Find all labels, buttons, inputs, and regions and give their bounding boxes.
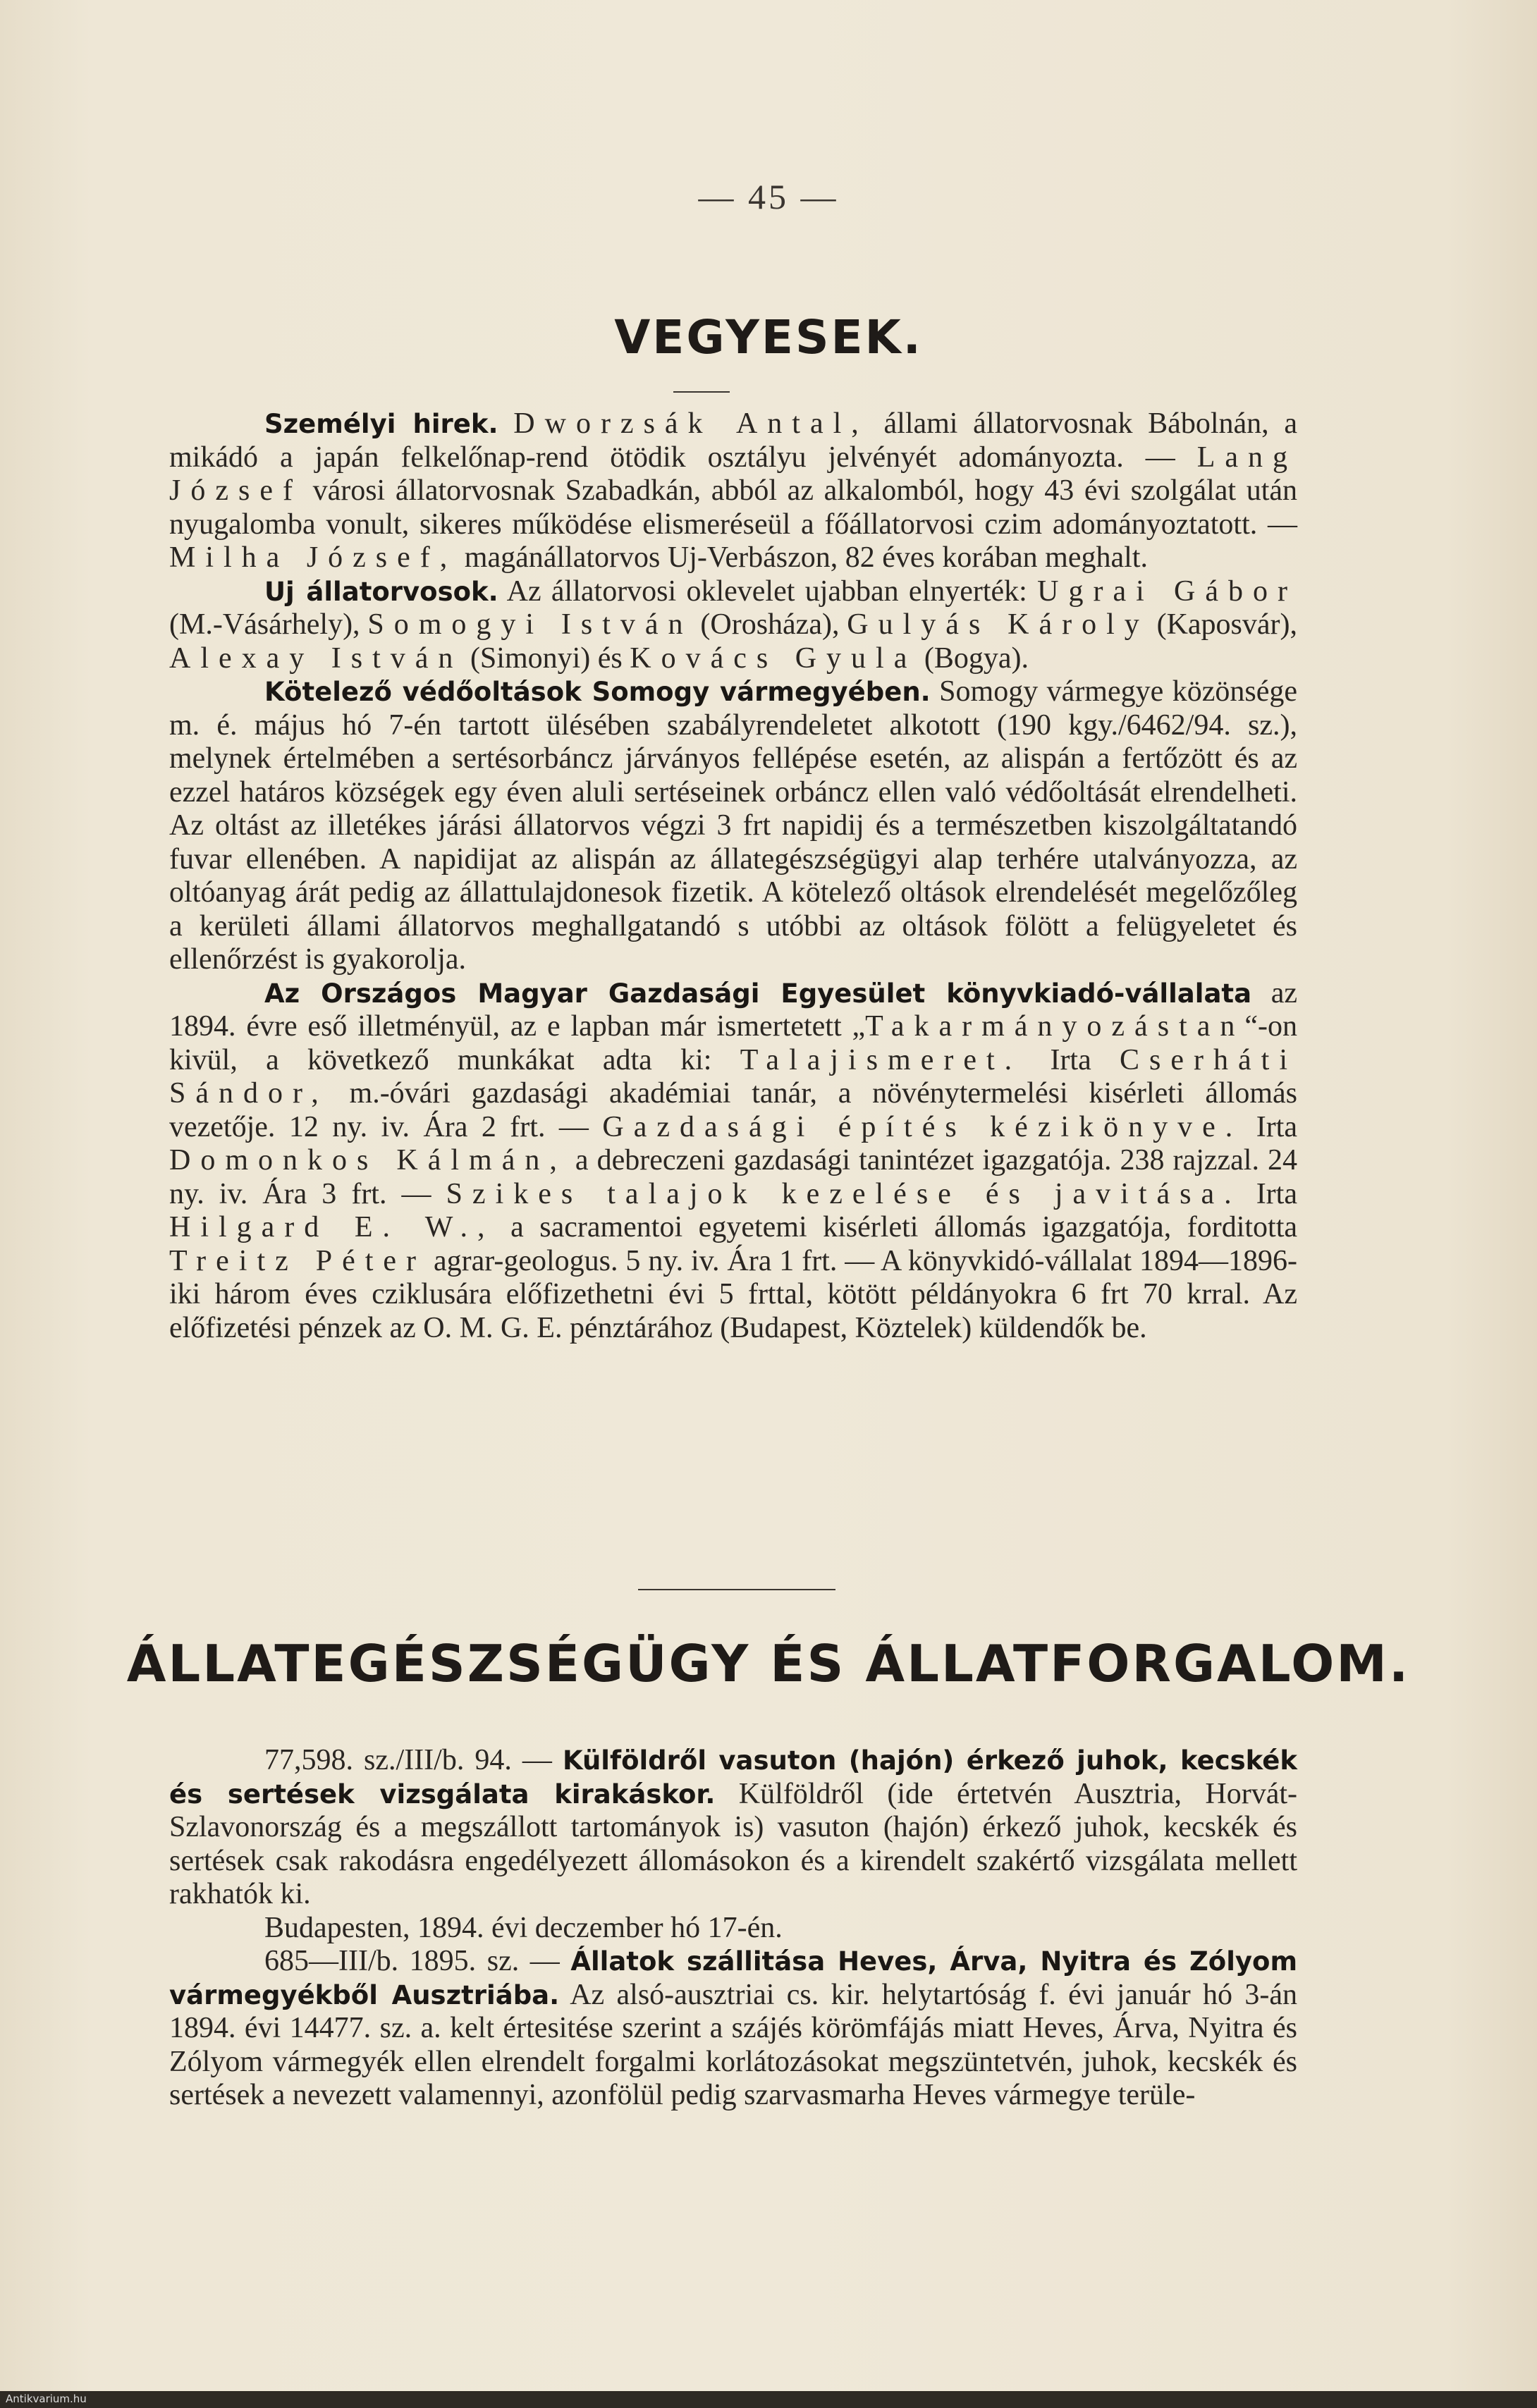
paragraph-omge-konyvkiado	[169, 977, 1297, 1346]
page-number: — 45 —	[698, 177, 839, 216]
person-name: Ugrai Gábor	[1037, 575, 1297, 608]
title-divider	[673, 391, 730, 393]
watermark-bar	[0, 2391, 1537, 2408]
book-title: Gazdasági építés kézikönyve.	[602, 1110, 1243, 1143]
paragraph-decree-685	[169, 1945, 1297, 2113]
person-name: Milha József,	[169, 541, 458, 574]
book-title: Talajismeret.	[740, 1043, 1022, 1076]
section-allategeszsegugy-body	[169, 1744, 1297, 2113]
section-divider	[638, 1589, 835, 1590]
paragraph-text: a sacramentoi egyetemi kisérleti állomás igazgatója, forditotta	[494, 1211, 1298, 1243]
paragraph-text: Irta	[1022, 1043, 1120, 1076]
paragraph-text: állami állatorvosnak Bábolnán, a mikádó a japán felkelőnap-rend ötödik osztályu jelvényét adományozta. —	[169, 407, 1297, 474]
section-vegyesek-body	[169, 407, 1297, 1345]
paragraph-heading: Kötelező védőoltások Somogy vármegyében.	[264, 677, 931, 707]
decree-number: 77,598. sz./III/b. 94. —	[264, 1744, 563, 1776]
paragraph-heading: Személyi hirek.	[264, 409, 498, 439]
person-name: Domonkos Kálmán,	[169, 1144, 567, 1177]
person-name: Kovács Gyula	[630, 641, 917, 675]
paragraph-date	[169, 1912, 1297, 1946]
paragraph-kotelezo-vedooltasok	[169, 675, 1297, 977]
paragraph-text: Az alsó-ausztriai cs. kir. helytartóság f. évi január hó 3-án 1894. évi 14477. sz. a. kelt értesitése szerint a szájés körömfájás miatt Heves, Árva, Nyitra és Zólyom vármegyék ellen elrendelt forgalmi korlátozásokat megszüntetvén, juhok, kecskék és sertések a nevezett valamennyi, azonfölül pedig szarvasmarha Heves vármegye terüle-	[169, 1978, 1297, 2111]
paragraph-heading: Uj állatorvosok.	[264, 576, 498, 607]
paragraph-text: Az állatorvosi oklevelet ujabban elnyerték:	[498, 575, 1038, 608]
paragraph-text: (Simonyi) és	[463, 641, 630, 675]
person-name: Lang József	[169, 441, 1297, 507]
person-name: Cserháti Sándor,	[169, 1043, 1297, 1110]
paragraph-text: Irta	[1241, 1177, 1297, 1210]
paragraph-szemelyi-hirek	[169, 407, 1297, 575]
paragraph-text: magánállatorvos Uj-Verbászon, 82 éves korában meghalt.	[457, 541, 1148, 574]
person-name: Gulyás Károly	[847, 608, 1149, 641]
paragraph-decree-77598	[169, 1744, 1297, 1912]
paragraph-text: agrar-geologus. 5 ny. iv. Ára 1 frt. — A könyvkidó-vállalat 1894—1896-iki három éves cziklusára előfizethetni évi 5 frttal, kötött példányokra 6 frt 70 krral. Az előfizetési pénzek az O. M. G. E. pénztárához (Budapest, Köztelek) küldendők be.	[169, 1244, 1297, 1344]
paragraph-text: Somogy vármegye közönsége m. é. május hó 7-én tartott ülésében szabályrendeletet alkotott (190 kgy./6462/94. sz.), melynek értelmében a sertésorbáncz járványos fellépése esetén, az alispán a fertőzött és az ezzel határos községek egy éven aluli sertéseinek orbáncz ellen való védőoltását elrendelheti. Az oltást az illetékes járási állatorvos végzi 3 frt napidij és a természetben kiszolgáltatandó fuvar ellenében. A napidijat az alispán az állategészségügyi alap terhére utalványozza, az oltóanyag árát pedig az állattulajdonesok fizetik. A kötelező oltások elrendelését megelőzőleg a kerületi állami állatorvos meghallgatandó s utóbbi az oltások fölött a felügyeletet és ellenőrzést is gyakorolja.	[169, 675, 1297, 976]
paragraph-text: “-on kivül, a következő munkákat adta ki:	[169, 1010, 1297, 1076]
paragraph-text: (Bogya).	[917, 641, 1029, 675]
decree-number: 685—III/b. 1895. sz. —	[264, 1945, 571, 1977]
person-name: Dworzsák Antal,	[513, 407, 869, 440]
person-name: Alexay István	[169, 641, 463, 675]
paragraph-text: Külföldről (ide értetvén Ausztria, Horvát-Szlavonország és a megszállott tartományok is) vasuton (hajón) érkező juhok, kecskék és sertések csak rakodásra engedélyezett állomásokon és a kirendelt szakértő vizsgálata mellett rakhatók ki.	[169, 1777, 1297, 1910]
person-name: Somogyi István	[367, 608, 693, 641]
paragraph-text: (M.-Vásárhely),	[169, 608, 368, 641]
person-name: Hilgard E. W.,	[169, 1211, 495, 1243]
watermark-text: Antikvarium.hu	[6, 2392, 87, 2405]
section-title-vegyesek: VEGYESEK.	[614, 310, 923, 364]
paragraph-text: (Kaposvár),	[1149, 608, 1297, 641]
paragraph-uj-allatorvosok	[169, 575, 1297, 676]
book-title: Takarmányozástan	[865, 1010, 1245, 1043]
section-title-allategeszsegugy: ÁLLATEGÉSZSÉGÜGY ÉS ÁLLATFORGALOM.	[126, 1634, 1411, 1693]
paragraph-text: városi állatorvosnak Szabadkán, abból az alkalomból, hogy 43 évi szolgálat után nyugalomba vonult, sikeres működése elismeréseül a főállatorvosi czim adományoztatott. —	[169, 474, 1297, 541]
person-name: Treitz Péter	[169, 1244, 427, 1277]
paragraph-text: az 1894. évre eső illetményül, az e lapban már ismertetett „	[169, 976, 1297, 1043]
paragraph-text: m.-óvári gazdasági akadémiai tanár, a növénytermelési kisérleti állomás vezetője. 12 ny. iv. Ára 2 frt. —	[169, 1077, 1297, 1143]
paragraph-heading: Az Országos Magyar Gazdasági Egyesület könyvkiadó-vállalata	[264, 978, 1252, 1009]
paragraph-heading: Állatok szállitása Heves, Árva, Nyitra és Zólyom vármegyékből Ausztriába.	[169, 1946, 1298, 2010]
paragraph-heading: Külföldről vasuton (hajón) érkező juhok, kecskék és sertések vizsgálata kirakáskor.	[169, 1745, 1297, 1810]
paragraph-text: (Orosháza),	[692, 608, 847, 641]
date-line: Budapesten, 1894. évi deczember hó 17-én.	[264, 1911, 783, 1944]
book-title: Szikes talajok kezelése és javitása.	[446, 1177, 1242, 1210]
paragraph-text: a debreczeni gazdasági tanintézet igazgatója. 238 rajzzal. 24 ny. iv. Ára 3 frt. —	[169, 1144, 1297, 1210]
paragraph-text: Irta	[1242, 1110, 1297, 1143]
